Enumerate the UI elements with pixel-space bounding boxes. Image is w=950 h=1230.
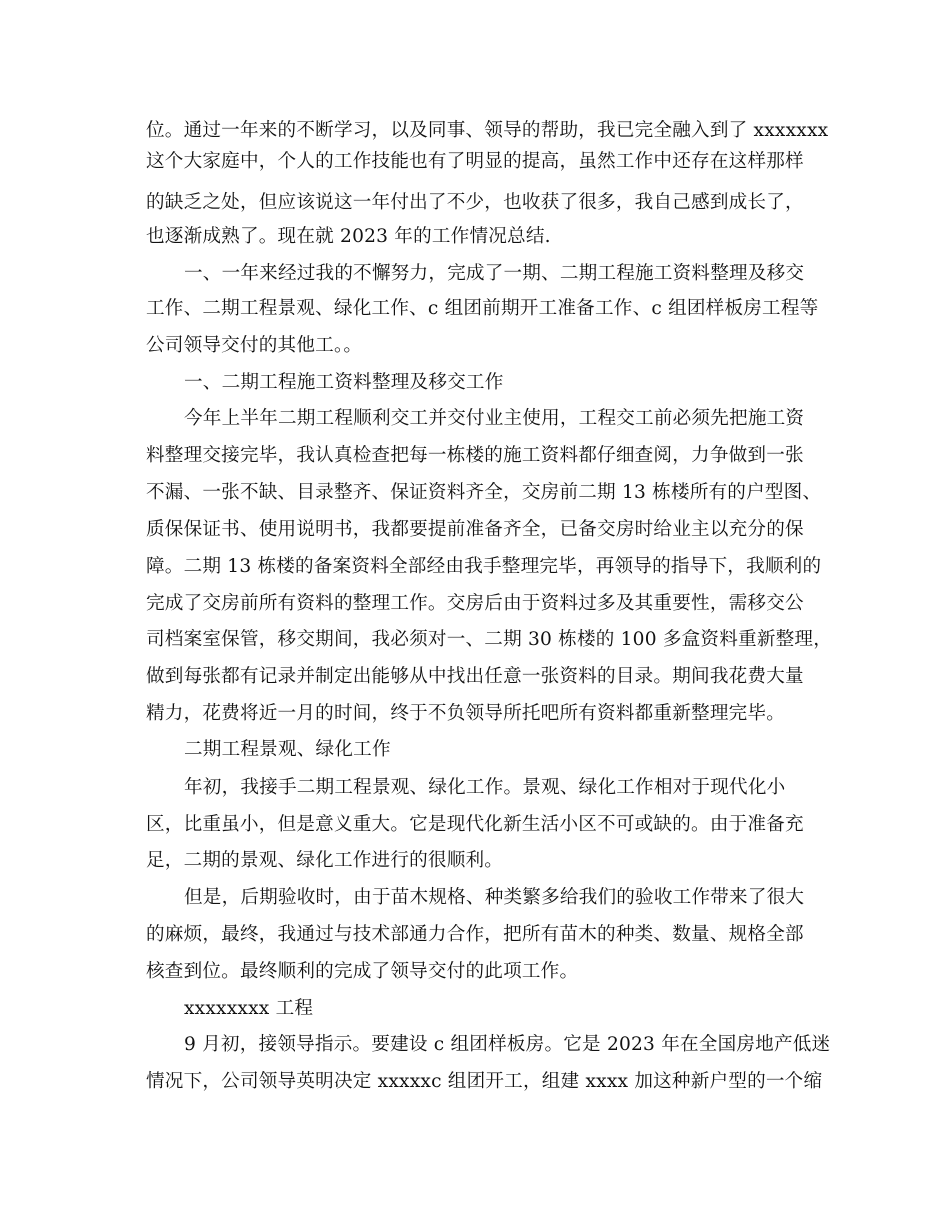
text-line: 不漏、一张不缺、目录整齐、保证资料齐全，交房前二期 13 栋楼所有的户型图、 (146, 482, 822, 503)
text-line: 足，二期的景观、绿化工作进行的很顺利。 (146, 850, 504, 871)
text-line: 障。二期 13 栋楼的备案资料全部经由我手整理完毕，再领导的指导下，我顺利的 (146, 556, 822, 577)
text-line: 公司领导交付的其他工。。 (146, 335, 363, 356)
text-line: 料整理交接完毕，我认真检查把每一栋楼的施工资料都仔细查阅，力争做到一张 (146, 445, 804, 466)
text-line: 情况下，公司领导英明决定 xxxxxc 组团开工，组建 xxxx 加这种新户型的一个缩 (146, 1071, 823, 1092)
paragraph-start: 9 月初，接领导指示。要建设 c 组团样板房。它是 2023 年在全国房地产低迷 (184, 1034, 831, 1055)
paragraph-start: 但是，后期验收时，由于苗木规格、种类繁多给我们的验收工作带来了很大 (184, 887, 805, 908)
paragraph-start: 今年上半年二期工程顺利交工并交付业主使用，工程交工前必须先把施工资 (184, 408, 805, 429)
text-line: 位。通过一年来的不断学习，以及同事、领导的帮助，我已完全融入到了 xxxxxxx (146, 120, 829, 141)
text-line: 司档案室保管，移交期间，我必须对一、二期 30 栋楼的 100 多盒资料重新整理， (146, 629, 832, 650)
section-heading: xxxxxxxx 工程 (184, 998, 314, 1019)
section-heading: 一、二期工程施工资料整理及移交工作 (184, 372, 504, 393)
text-line: 完成了交房前所有资料的整理工作。交房后由于资料过多及其重要性，需移交公 (146, 593, 804, 614)
text-line: 的缺乏之处，但应该说这一年付出了不少，也收获了很多，我自己感到成长了， (146, 192, 804, 213)
text-line: 质保保证书、使用说明书，我都要提前准备齐全，已备交房时给业主以充分的保 (146, 519, 804, 540)
text-line: 精力，花费将近一月的时间，终于不负领导所托吧所有资料都重新整理完毕。 (146, 703, 785, 724)
text-line: 的麻烦，最终，我通过与技术部通力合作，把所有苗木的种类、数量、规格全部 (146, 924, 804, 945)
text-line: 核查到位。最终顺利的完成了领导交付的此项工作。 (146, 961, 579, 982)
paragraph-start: 一、一年来经过我的不懈努力，完成了一期、二期工程施工资料整理及移交 (184, 263, 805, 284)
text-line: 做到每张都有记录并制定出能够从中找出任意一张资料的目录。期间我花费大量 (146, 666, 804, 687)
section-heading: 二期工程景观、绿化工作 (184, 739, 391, 760)
text-line: 区，比重虽小，但是意义重大。它是现代化新生活小区不可或缺的。由于准备充 (146, 814, 804, 835)
text-line: 这个大家庭中，个人的工作技能也有了明显的提高，虽然工作中还存在这样那样 (146, 151, 804, 172)
text-line: 也逐渐成熟了。现在就 2023 年的工作情况总结. (146, 226, 551, 247)
text-line: 工作、二期工程景观、绿化工作、c 组团前期开工准备工作、c 组团样板房工程等 (146, 298, 819, 319)
paragraph-start: 年初，我接手二期工程景观、绿化工作。景观、绿化工作相对于现代化小 (184, 777, 786, 798)
